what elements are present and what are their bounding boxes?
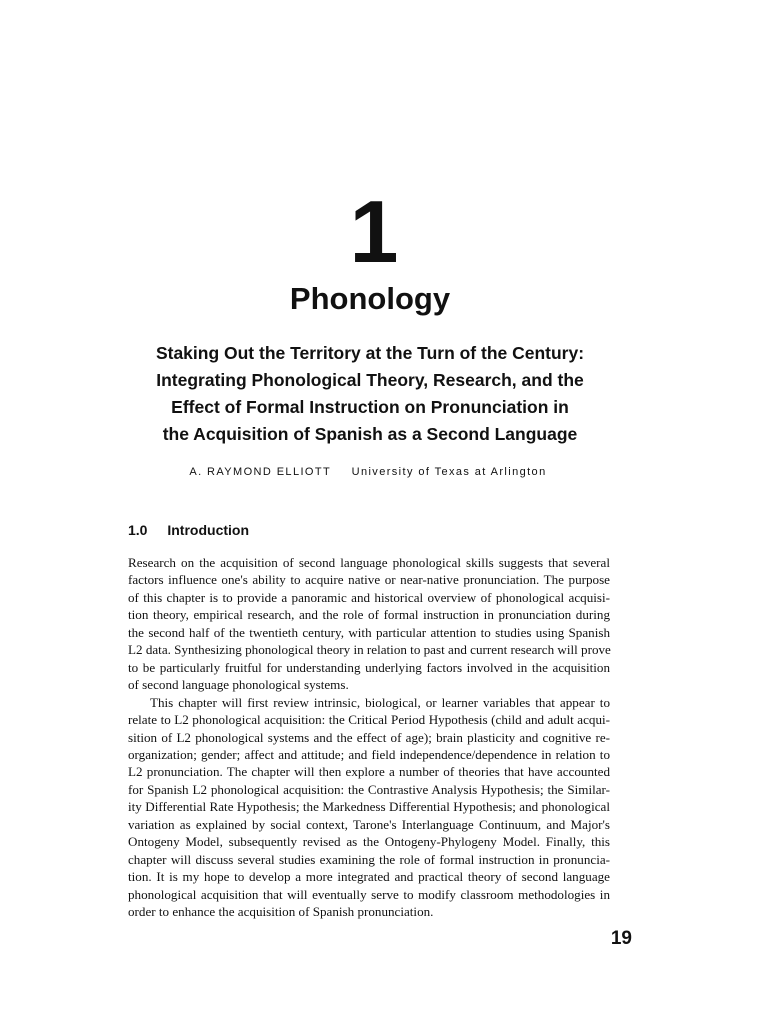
chapter-title: Phonology bbox=[289, 281, 451, 316]
text-line: L2 pronunciation. The chapter will then explore a number of theories that have accounted bbox=[128, 764, 610, 780]
text-line: of this chapter is to provide a panoramic and historical overview of phonological acquisi- bbox=[128, 589, 610, 605]
text-line: factors influence one's ability to acquire native or near-native pronunciation. The purpose bbox=[128, 572, 610, 588]
subtitle-line: Integrating Phonological Theory, Research, and the bbox=[156, 370, 584, 390]
text-line: Ontogeny Model, subsequently revised as the Ontogeny-Phylogeny Model. Finally, this bbox=[128, 834, 610, 850]
text-line: sition of L2 phonological systems and the effect of age); brain plasticity and cognitive re- bbox=[128, 729, 610, 745]
author-affiliation: University of Texas at Arlington bbox=[351, 466, 547, 478]
section-title: Introduction bbox=[167, 522, 250, 538]
text-line: order to enhance the acquisition of Spanish pronunciation. bbox=[128, 904, 434, 920]
text-line: the second half of the twentieth century, with particular attention to studies using Spanish bbox=[128, 624, 610, 640]
subtitle-line: the Acquisition of Spanish as a Second Language bbox=[162, 424, 578, 444]
text-line: This chapter will first review intrinsic, biological, or learner variables that appear to bbox=[150, 694, 610, 710]
text-line: tion theory, empirical research, and the role of formal instruction in pronunciation during bbox=[128, 607, 610, 623]
body-text bbox=[128, 554, 610, 921]
chapter-number: 1 bbox=[349, 182, 399, 281]
page-number: 19 bbox=[610, 928, 632, 949]
text-line: variation as explained by social context, Tarone's Interlanguage Continuum, and Major's bbox=[128, 816, 610, 832]
text-line: tion. It is my hope to develop a more integrated and practical theory of second language bbox=[128, 869, 610, 885]
text-line: of second language phonological systems. bbox=[128, 677, 349, 693]
text-line: relate to L2 phonological acquisition: the Critical Period Hypothesis (child and adult acqui- bbox=[128, 712, 610, 728]
text-line: Research on the acquisition of second language phonological skills suggests that several bbox=[128, 555, 610, 570]
text-line: for Spanish L2 phonological acquisition: the Contrastive Analysis Hypothesis; the Similar- bbox=[128, 781, 610, 797]
author-name: A. RAYMOND ELLIOTT bbox=[189, 466, 332, 478]
text-line: L2 data. Synthesizing phonological theory in relation to past and current research will prove bbox=[128, 642, 611, 658]
paragraph-1 bbox=[128, 554, 610, 694]
byline bbox=[0, 466, 736, 478]
text-line: to be particularly fruitful for understanding underlying factors involved in the acquisition bbox=[128, 659, 610, 675]
chapter-subtitle bbox=[120, 340, 620, 448]
text-line: ity Differential Rate Hypothesis; the Markedness Differential Hypothesis; and phonological bbox=[128, 799, 610, 815]
section-heading bbox=[128, 522, 249, 538]
text-line: organization; gender; affect and attitude; and field independence/dependence in relation to bbox=[128, 746, 610, 762]
text-line: chapter will discuss several studies examining the role of formal instruction in pronuncia- bbox=[128, 851, 610, 867]
section-number: 1.0 bbox=[128, 522, 148, 538]
text-line: phonological acquisition that will eventually serve to modify classroom methodologies in bbox=[128, 886, 610, 902]
subtitle-line: Staking Out the Territory at the Turn of the Century: bbox=[155, 343, 585, 363]
paragraph-2 bbox=[128, 694, 610, 921]
subtitle-line: Effect of Formal Instruction on Pronunciation in bbox=[171, 397, 569, 417]
